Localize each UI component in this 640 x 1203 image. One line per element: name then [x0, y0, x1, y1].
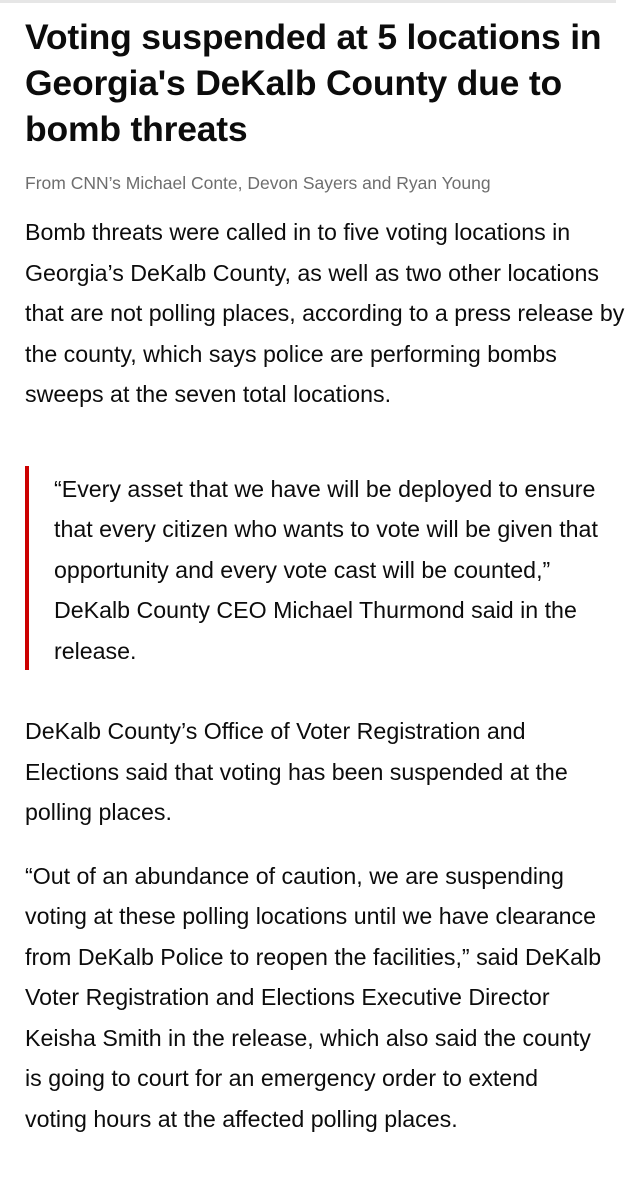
paragraph-2: DeKalb County’s Office of Voter Registration and Elections said that voting has been suspended at the polling places.	[25, 718, 568, 825]
paragraph-3: “Out of an abundance of caution, we are suspending voting at these polling locations until we have clearance from DeKalb Police to reopen the facilities,” said DeKalb Voter Registration and Elections Executive Director Keisha Smith in the release, which also said the county is going to court for an emergency order to extend voting hours at the affected polling places.	[25, 862, 602, 1132]
paragraph-1: Bomb threats were called in to five voting locations in Georgia’s DeKalb County, as well as two other locations that are not polling places, according to a press release by the county, which says police are performing bombs sweeps at the seven total locations.	[25, 219, 625, 407]
pullquote-text: “Every asset that we have will be deployed to ensure that every citizen who wants to vote will be given that opportunity and every vote cast will be counted,” DeKalb County CEO Michael Thurmond said in the release.	[54, 475, 598, 664]
byline: From CNN’s Michael Conte, Devon Sayers and Ryan Young	[25, 173, 491, 193]
headline: Voting suspended at 5 locations in Georgia's DeKalb County due to bomb threats	[25, 17, 602, 149]
pullquote-accent-bar	[25, 466, 29, 670]
article	[25, 0, 625, 1139]
pullquote	[25, 466, 625, 672]
